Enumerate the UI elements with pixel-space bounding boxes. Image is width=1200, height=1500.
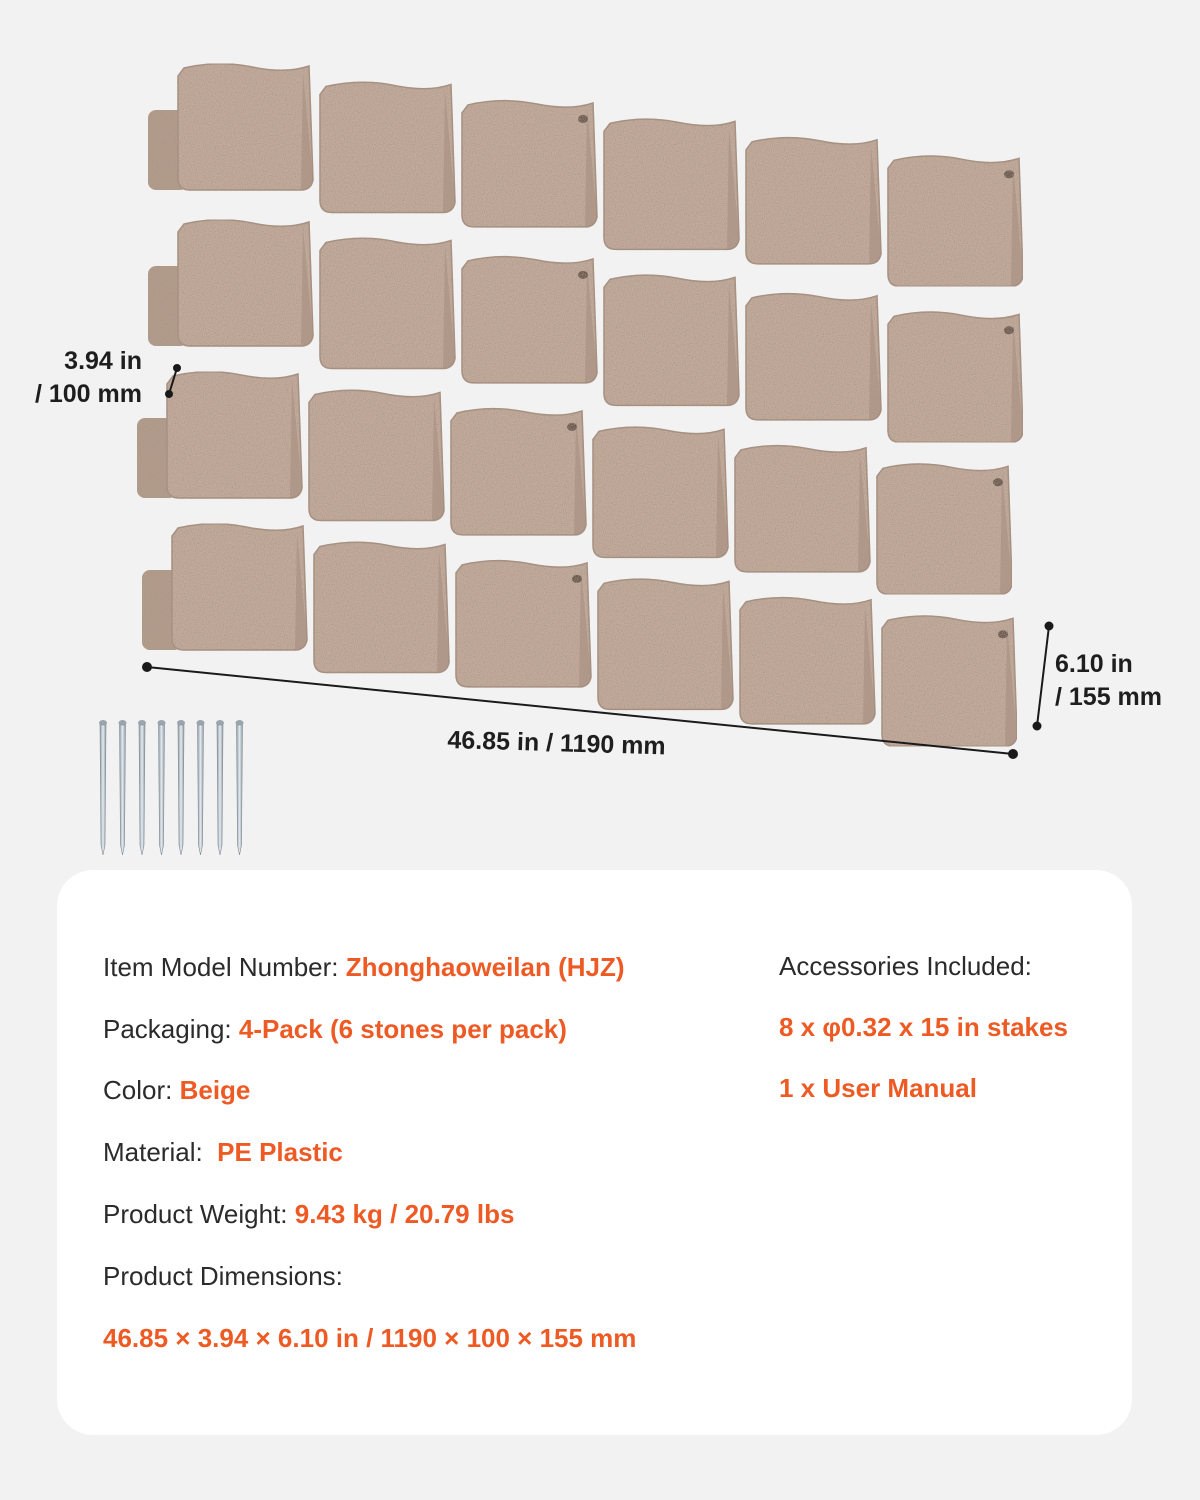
spec-dimensions-label: Product Dimensions: [103, 1261, 343, 1291]
stake-hole [572, 575, 582, 583]
stone-block [877, 464, 1012, 594]
spec-packaging [103, 1012, 567, 1046]
stakes [99, 720, 244, 855]
stone-block [882, 616, 1017, 746]
stake-hole [993, 478, 1003, 486]
stone-block [604, 275, 739, 405]
stake-hole [578, 271, 588, 279]
spec-color [103, 1073, 250, 1107]
stone-block [604, 119, 739, 249]
stone-block [320, 238, 455, 368]
stone-block [167, 372, 302, 498]
depth-dimension-label [32, 345, 142, 411]
stone-block [888, 312, 1023, 442]
specification-card [57, 870, 1132, 1435]
spec-material [103, 1135, 343, 1169]
stone-block [593, 427, 728, 557]
stake-hole [1004, 170, 1014, 178]
stone-block [746, 294, 881, 420]
stone-block [178, 220, 313, 346]
spec-weight-value: 9.43 kg / 20.79 lbs [294, 1199, 515, 1229]
stone-block [314, 542, 449, 672]
stone-block [309, 390, 444, 520]
stone-block [746, 138, 881, 264]
accessory-stakes: 8 x φ0.32 x 15 in stakes [779, 1012, 1068, 1042]
spec-model-label: Item Model Number: [103, 952, 346, 982]
spec-material-label: Material: [103, 1137, 210, 1167]
spec-packaging-value: 4-Pack (6 stones per pack) [238, 1014, 567, 1044]
stone-block [320, 82, 455, 212]
stake [177, 720, 185, 855]
spec-weight [103, 1197, 514, 1231]
stone-rows [137, 64, 1023, 747]
spec-packaging-label: Packaging: [103, 1014, 239, 1044]
stone-block [598, 579, 733, 709]
stake [216, 720, 224, 855]
stake-hole [998, 630, 1008, 638]
stake-hole [567, 423, 577, 431]
height-mm-text: / 155 mm [1055, 683, 1163, 711]
spec-material-value: PE Plastic [217, 1137, 343, 1167]
stone-block [172, 524, 307, 650]
stake [197, 720, 205, 855]
spec-color-label: Color: [103, 1075, 180, 1105]
height-dimension-line [1037, 626, 1049, 726]
stone-block [451, 409, 586, 535]
spec-model-value: Zhonghaoweilan (HJZ) [345, 952, 625, 982]
stake [99, 720, 107, 855]
spec-model [103, 950, 625, 984]
accessory-manual: 1 x User Manual [779, 1073, 977, 1103]
stake-hole [1004, 326, 1014, 334]
stone-block [456, 561, 591, 687]
length-dimension-label: 46.85 in / 1190 mm [447, 725, 667, 761]
depth-mm-text: / 100 mm [34, 380, 142, 408]
stone-block [178, 64, 313, 190]
stone-block [462, 257, 597, 383]
accessories-label: Accessories Included: [779, 951, 1032, 981]
stake [138, 720, 146, 855]
stone-block [462, 101, 597, 227]
stone-block [740, 598, 875, 724]
depth-in-text: 3.94 in [64, 347, 142, 375]
spec-weight-label: Product Weight: [103, 1199, 295, 1229]
height-dimension-label [1055, 648, 1162, 714]
spec-color-value: Beige [179, 1075, 251, 1105]
height-in-text: 6.10 in [1055, 650, 1133, 678]
spec-dimensions-value: 46.85 × 3.94 × 6.10 in / 1190 × 100 × 155 mm [103, 1323, 637, 1353]
stake [158, 720, 166, 855]
stone-block [888, 156, 1023, 286]
stake-hole [578, 115, 588, 123]
stake [236, 720, 244, 855]
stake [119, 720, 127, 855]
stone-block [735, 446, 870, 572]
